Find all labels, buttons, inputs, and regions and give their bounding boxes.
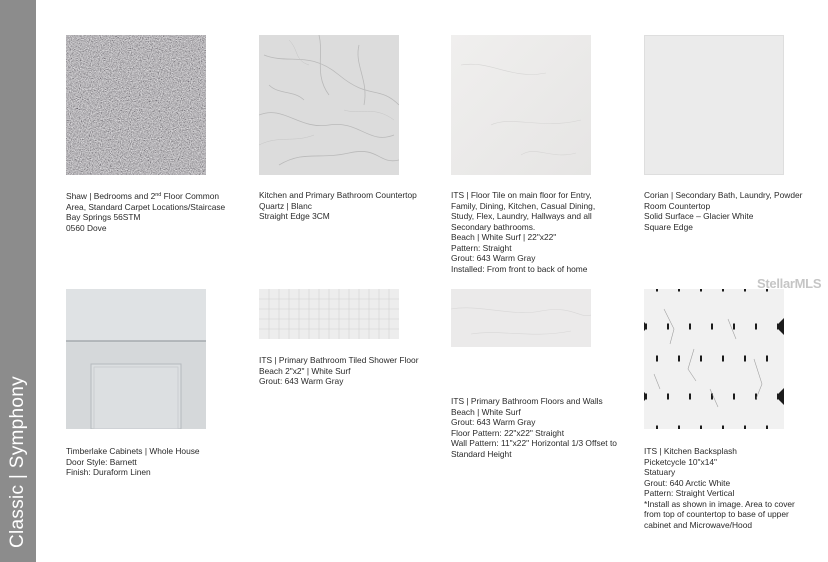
caption-corian <box>644 190 824 232</box>
caption-line: Square Edge <box>644 221 693 232</box>
caption-line: Study, Flex, Laundry, Hallways and all <box>451 211 592 221</box>
caption-line: Timberlake Cabinets | Whole House <box>66 446 200 456</box>
caption-line: Pattern: Straight <box>451 242 512 253</box>
caption-line: 0560 Dove <box>66 222 107 233</box>
backsplash-swatch <box>644 289 784 429</box>
caption-line: Quartz | Blanc <box>259 200 312 211</box>
carpet-swatch <box>66 35 206 175</box>
quartz-texture <box>259 35 399 175</box>
caption-quartz <box>259 190 439 222</box>
caption-line: Standard Height <box>451 448 512 459</box>
caption-line: Pattern: Straight Vertical <box>644 488 735 498</box>
ordinal-suffix: nd <box>155 192 162 198</box>
caption-line: Shaw | Bedrooms and 2nd Floor Common <box>66 191 220 201</box>
watermark: StellarMLS <box>757 276 822 291</box>
mosaic-grid <box>259 289 399 339</box>
caption-bath-floors-walls <box>451 396 636 459</box>
caption-floor-tile <box>451 190 636 274</box>
floor-tile-texture <box>451 35 591 175</box>
caption-line: Grout: 640 Arctic White <box>644 477 731 488</box>
caption-line: Straight Edge 3CM <box>259 211 330 221</box>
caption-line: Floor Pattern: 22"x22" Straight <box>451 427 565 438</box>
caption-line: ITS | Kitchen Backsplash <box>644 446 737 456</box>
caption-line: ITS | Primary Bathroom Tiled Shower Floor <box>259 355 419 365</box>
caption-line: cabinet and Microwave/Hood <box>644 519 753 530</box>
caption-line: Corian | Secondary Bath, Laundry, Powder <box>644 190 803 200</box>
caption-line: Statuary <box>644 467 676 477</box>
corian-swatch <box>644 35 784 175</box>
caption-line: Picketcycle 10"x14" <box>644 456 717 467</box>
caption-carpet <box>66 190 246 233</box>
picket-tile-pattern <box>644 289 784 429</box>
caption-line: Installed: From front to back of home <box>451 263 588 274</box>
cabinet-door-swatch <box>66 289 206 429</box>
caption-line: ITS | Floor Tile on main floor for Entry, <box>451 190 592 200</box>
caption-line: Area, Standard Carpet Locations/Staircase <box>66 201 226 212</box>
side-band <box>0 0 36 562</box>
caption-line: Beach 2"x2" | White Surf <box>259 365 351 376</box>
caption-line: Finish: Duraform Linen <box>66 467 151 477</box>
caption-line: Door Style: Barnett <box>66 456 137 467</box>
caption-backsplash <box>644 446 824 530</box>
caption-line: Family, Dining, Kitchen, Casual Dining, <box>451 200 596 211</box>
carpet-texture <box>66 35 206 175</box>
caption-line: Wall Pattern: 11"x22" Horizontal 1/3 Offset to <box>451 438 617 448</box>
caption-line: Solid Surface – Glacier White <box>644 211 754 221</box>
caption-cabinets <box>66 446 246 478</box>
bath-floor-texture <box>451 289 591 347</box>
caption-line: Room Countertop <box>644 200 711 211</box>
caption-line: Beach | White Surf | 22"x22" <box>451 232 557 242</box>
caption-shower-floor <box>259 355 444 387</box>
mosaic-tile-swatch <box>259 289 399 339</box>
quartz-swatch <box>259 35 399 175</box>
caption-line: Bay Springs 56STM <box>66 212 141 222</box>
caption-line: Beach | White Surf <box>451 406 521 417</box>
caption-line: Grout: 643 Warm Gray <box>451 417 536 427</box>
caption-line: Grout: 643 Warm Gray <box>451 253 536 263</box>
cabinet-door-illustration <box>66 289 206 429</box>
caption-line: ITS | Primary Bathroom Floors and Walls <box>451 396 603 406</box>
caption-line: Grout: 643 Warm Gray <box>259 376 344 386</box>
bath-floor-swatch <box>451 289 591 347</box>
floor-tile-swatch <box>451 35 591 175</box>
collection-title: Classic | Symphony <box>7 376 28 548</box>
caption-line: from top of countertop to base of upper <box>644 509 789 519</box>
caption-line: Secondary bathrooms. <box>451 221 536 232</box>
caption-line: Kitchen and Primary Bathroom Countertop <box>259 190 417 200</box>
caption-line: *Install as shown in image. Area to cover <box>644 498 795 509</box>
